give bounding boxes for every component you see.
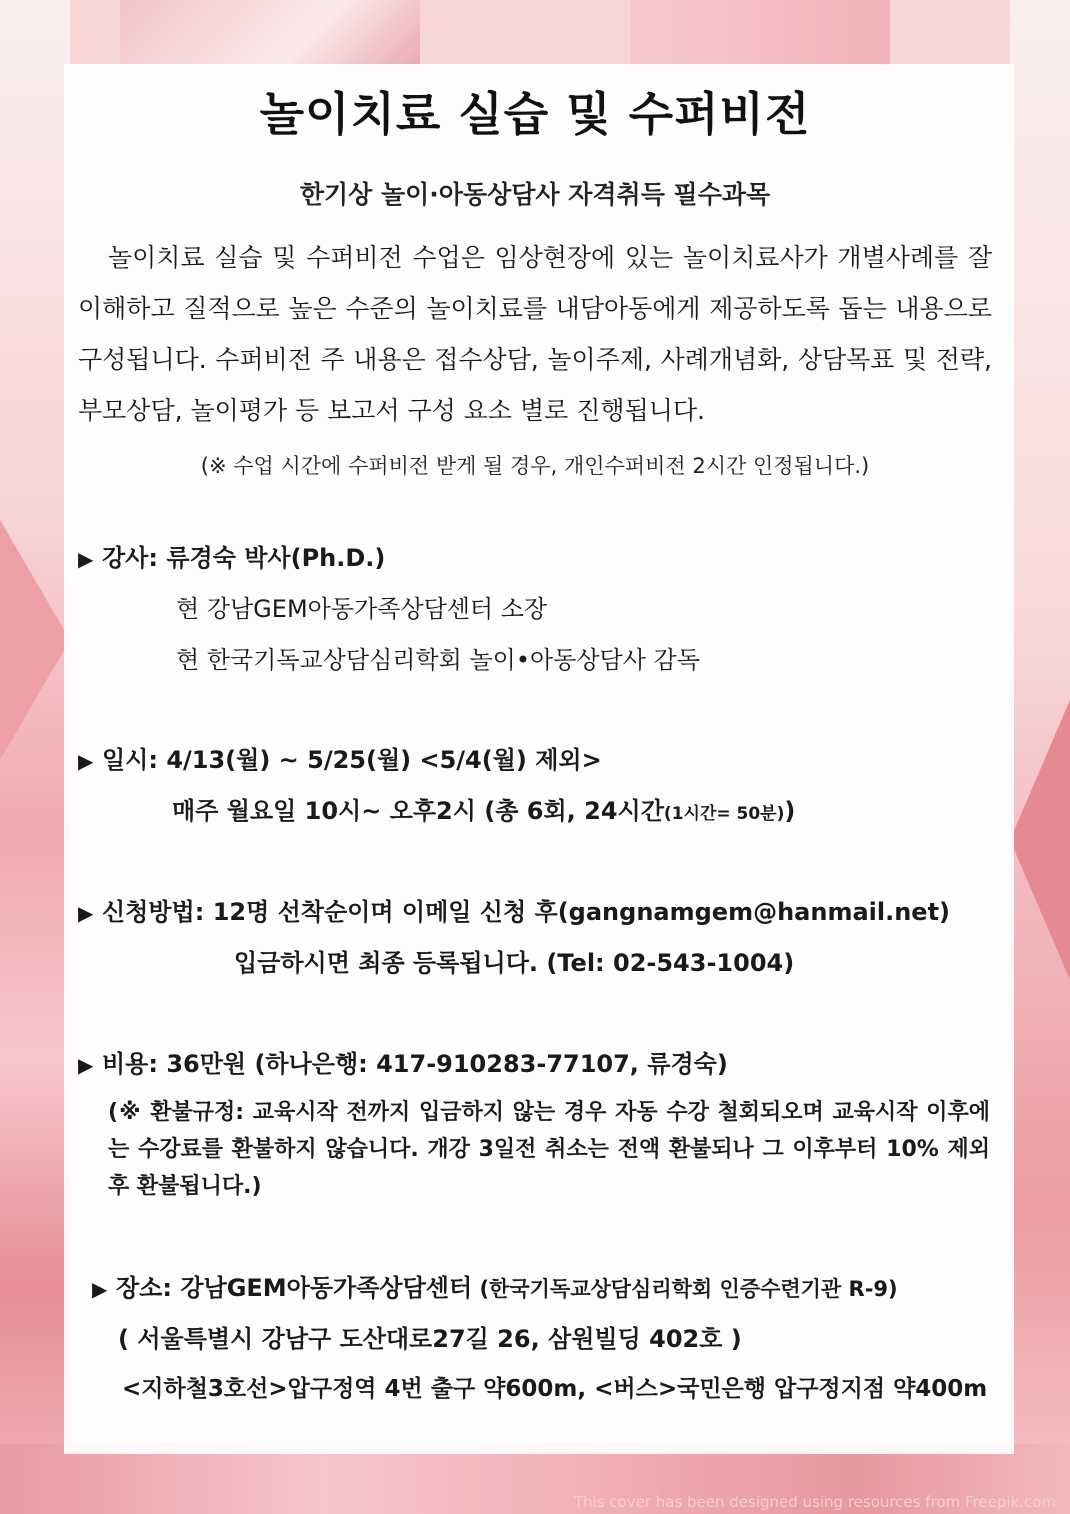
refund-policy: (※ 환불규정: 교육시작 전까지 입금하지 않는 경우 자동 수강 철회되오며 교육시작 이후에는 수강료를 환불하지 않습니다. 개강 3일전 취소는 전액 환불되나 그 이후부터 10% 제외 후 환불됩니다.) [108,1100,990,1199]
apply-line [78,892,950,927]
schedule-line [78,740,602,775]
arrow-icon: ▶ [78,901,94,925]
schedule-label: 일시: 4/13(월) ~ 5/25(월) <5/4(월) 제외> [102,746,602,774]
fee-line [78,1044,728,1079]
schedule-detail-small: (1시간= 50분) [663,804,785,824]
schedule-detail-text: 매주 월요일 10시~ 오후2시 (총 6회, 24시간 [172,797,664,825]
place-label: 장소: 강남GEM아동가족상담센터 [116,1274,473,1302]
supervision-note: (※ 수업 시간에 수퍼비전 받게 될 경우, 개인수퍼비전 2시간 인정됩니다.) [200,454,870,478]
place-transit: <지하철3호선>압구정역 4번 출구 약600m, <버스>국민은행 압구정지점 약400m [122,1376,988,1402]
place-label-small: (한국기독교상담심리학회 인증수련기관 R-9) [472,1277,898,1301]
place-address: ( 서울특별시 강남구 도산대로27길 26, 삼원빌딩 402호 ) [118,1325,742,1353]
intro-paragraph: 놀이치료 실습 및 수퍼비전 수업은 임상현장에 있는 놀이치료사가 개별사례를 잘 이해하고 질적으로 높은 수준의 놀이치료를 내담아동에게 제공하도록 돕는 내용으로 구성됩니다. 수퍼비전 주 내용은 접수상담, 놀이주제, 사례개념화, 상담목표 및 전략, 부모상담, 놀이평가 등 보고서 구성 요소 별로 진행됩니다. [78,243,992,425]
fee-label: 비용: 36만원 (하나은행: 417-910283-77107, 류경숙) [102,1050,728,1078]
place-line [92,1268,898,1303]
page-subtitle: 한기상 놀이·아동상담사 자격취득 필수과목 [299,180,771,209]
instructor-role-2: 현 한국기독교상담심리학회 놀이•아동상담사 감독 [176,646,700,674]
instructor-role-1: 현 강남GEM아동가족상담센터 소장 [176,595,548,623]
instructor-line [78,538,385,573]
arrow-icon: ▶ [78,1053,94,1077]
schedule-detail [172,791,795,826]
arrow-icon: ▶ [78,547,94,571]
arrow-icon: ▶ [92,1277,108,1301]
apply-detail: 입금하시면 최종 등록됩니다. (Tel: 02-543-1004) [234,949,795,977]
schedule-detail-end: ) [784,797,796,825]
apply-label: 신청방법: 12명 선착순이며 이메일 신청 후(gangnamgem@hanmail.net) [102,898,951,926]
arrow-icon: ▶ [78,749,94,773]
page-title: 놀이치료 실습 및 수퍼비전 [259,87,811,141]
instructor-label: 강사: 류경숙 박사(Ph.D.) [102,544,386,572]
design-credit: This cover has been designed using resources from Freepik.com [573,1493,1056,1511]
